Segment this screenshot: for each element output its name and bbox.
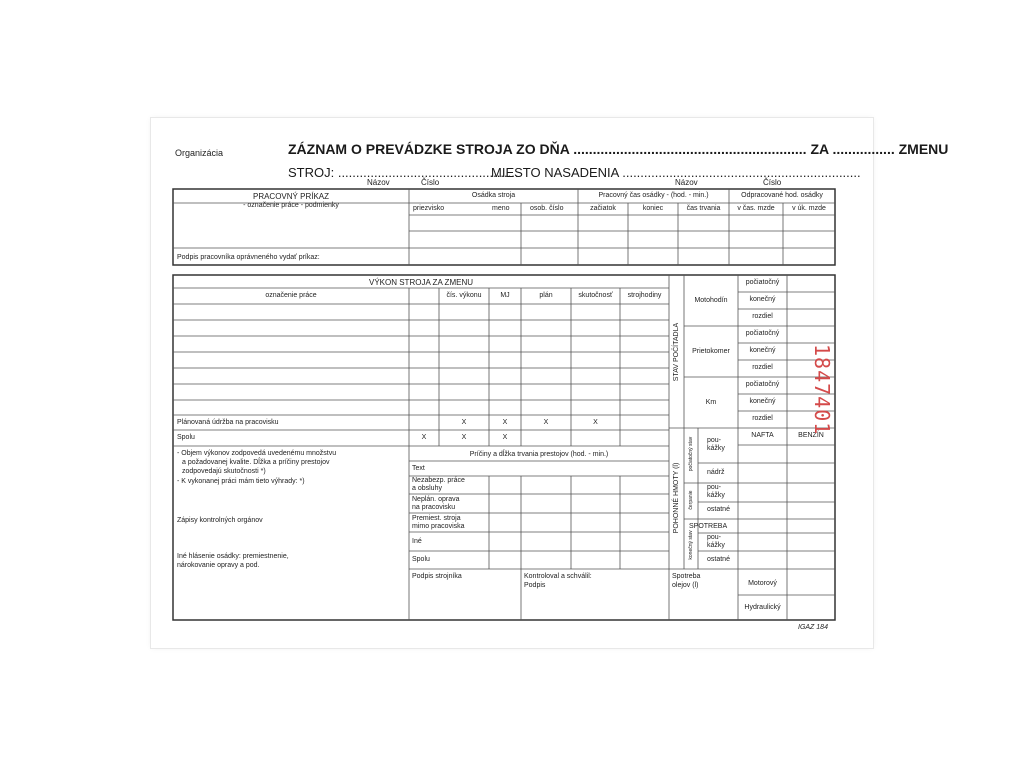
fuel-tank-label: nádrž — [707, 469, 725, 476]
hours-col-piece-wage: v úk. mzde — [792, 205, 826, 212]
oil-motor-label: Motorový — [748, 580, 777, 587]
counters-vertical-label: STAV POČÍTADLA — [673, 322, 680, 382]
counter-group-flowmeter: Prietokomer — [692, 348, 730, 355]
fuel-col-petrol: BENZÍN — [798, 432, 824, 439]
fuel-vertical-label: POHONNÉ HMOTY (l) — [673, 462, 680, 534]
counter-row: rozdiel — [752, 415, 773, 422]
downtime-heading: Príčiny a dĺžka trvania prestojov (hod. - min.) — [469, 451, 609, 458]
form-sheet — [151, 118, 949, 648]
name-label-2: Názov — [675, 178, 698, 187]
counter-group-motohours: Motohodín — [694, 297, 728, 304]
performance-heading: VÝKON STROJA ZA ZMENU — [368, 278, 473, 287]
perf-col-actual: skutočnosť — [578, 292, 613, 299]
location-label: MIESTO NASADENIA .................................................................. — [491, 165, 861, 180]
worktime-col-end: koniec — [642, 205, 664, 212]
perf-col-machine-hours: strojhodiny — [627, 292, 662, 299]
counter-row: konečný — [749, 296, 776, 303]
downtime-row-unsecured: Nezabezp. práce a obsluhy — [412, 477, 465, 492]
fuel-consumption-label: SPOTREBA — [689, 523, 728, 530]
mark: X — [543, 419, 549, 426]
maintenance-row-label: Plánovaná údržba na pracovisku — [177, 419, 279, 426]
mark: X — [593, 419, 598, 426]
fuel-initial-vouchers: pou- kážky — [707, 437, 725, 452]
downtime-row-total: Spolu — [412, 556, 430, 563]
perf-col-number: čís. výkonu — [446, 292, 482, 299]
oil-hydraulic-label: Hydraulický — [744, 604, 781, 611]
perf-col-unit: MJ — [500, 292, 510, 299]
name-label-1: Názov — [367, 178, 390, 187]
fuel-final-vouchers: pou- kážky — [707, 534, 725, 549]
machine-label: STROJ: .................................................. — [288, 165, 519, 180]
fuel-initial-state-label: počiatočný stav — [688, 436, 694, 472]
counter-row: rozdiel — [752, 313, 773, 320]
other-reports-line-2: nárokovanie opravy a pod. — [177, 562, 260, 569]
counter-row: počiatočný — [745, 381, 780, 388]
worktime-col-start: začiatok — [590, 205, 616, 212]
hours-heading: Odpracované hod. osádky — [741, 192, 823, 199]
counter-row: konečný — [749, 398, 776, 405]
counter-row: počiatočný — [745, 279, 780, 286]
organization-label: Organizácia — [175, 148, 224, 158]
form-title: ZÁZNAM O PREVÁDZKE STROJA ZO DŇA ............................................................ ZA ................ ZMENU — [288, 141, 949, 157]
crew-heading: Osádka stroja — [471, 192, 516, 199]
counter-row: počiatočný — [745, 330, 780, 337]
fuel-drawn-vouchers: pou- kážky — [707, 484, 725, 499]
declaration-line-2: a požadovanej kvalite. Dĺžka a príčiny prestojov — [182, 459, 330, 466]
mark: X — [421, 434, 427, 441]
perf-col-plan: plán — [539, 292, 553, 299]
downtime-row-other: Iné — [412, 538, 422, 545]
downtime-row-relocation: Premiest. stroja mimo pracoviska — [412, 515, 465, 530]
downtime-row-repair: Neplán. oprava na pracovisku — [412, 496, 460, 511]
perf-col-work: označenie práce — [265, 292, 317, 299]
mark: X — [461, 419, 467, 426]
serial-number: 1847401 — [810, 344, 834, 436]
hours-col-time-wage: v čas. mzde — [737, 205, 775, 212]
fuel-final-other: ostatné — [707, 556, 730, 563]
declaration-line-4: - K vykonanej práci mám tieto výhrady: *) — [177, 478, 305, 485]
counter-group-km: Km — [705, 399, 717, 406]
mark: X — [461, 434, 467, 441]
worktime-heading: Pracovný čas osádky - (hod. - min.) — [598, 192, 709, 199]
crew-col-name: meno — [492, 205, 510, 212]
counter-row: konečný — [749, 347, 776, 354]
oil-label-2: olejov (l) — [672, 582, 699, 589]
checked-label-1: Kontroloval a schválil: — [524, 573, 592, 580]
fuel-col-diesel: NAFTA — [751, 432, 774, 439]
form-code: IGAZ 184 — [798, 624, 828, 631]
declaration-line-1: - Objem výkonov zodpovedá uvedenému množstvu — [177, 450, 337, 457]
fuel-drawn-other: ostatné — [707, 506, 730, 513]
declaration-line-3: zodpovedajú skutočnosti *) — [182, 468, 266, 475]
worktime-col-duration: čas trvania — [686, 205, 721, 212]
fuel-final-state-label: konečný stav — [688, 530, 694, 560]
total-row-label: Spolu — [177, 434, 195, 441]
operator-signature-label: Podpis strojníka — [412, 573, 462, 580]
mark: X — [502, 419, 508, 426]
work-order-heading: PRACOVNÝ PRÍKAZ — [252, 192, 329, 201]
work-order-signature: Podpis pracovníka oprávneného vydať príkaz: — [177, 254, 320, 261]
downtime-row-text: Text — [412, 465, 425, 472]
work-order-subheading: - označenie práce - podmienky — [243, 202, 339, 209]
crew-col-surname: priezvisko — [413, 205, 445, 212]
fuel-drawn-label: čerpanie — [688, 490, 694, 510]
mark: X — [502, 434, 508, 441]
oil-label-1: Spotreba — [672, 573, 701, 580]
crew-col-id: osob. číslo — [530, 205, 564, 212]
number-label-2: Číslo — [763, 178, 782, 187]
inspections-label: Zápisy kontrolných orgánov — [177, 517, 263, 524]
number-label-1: Číslo — [421, 178, 440, 187]
checked-label-2: Podpis — [524, 582, 546, 589]
counter-row: rozdiel — [752, 364, 773, 371]
other-reports-line-1: Iné hlásenie osádky: premiestnenie, — [177, 553, 289, 560]
